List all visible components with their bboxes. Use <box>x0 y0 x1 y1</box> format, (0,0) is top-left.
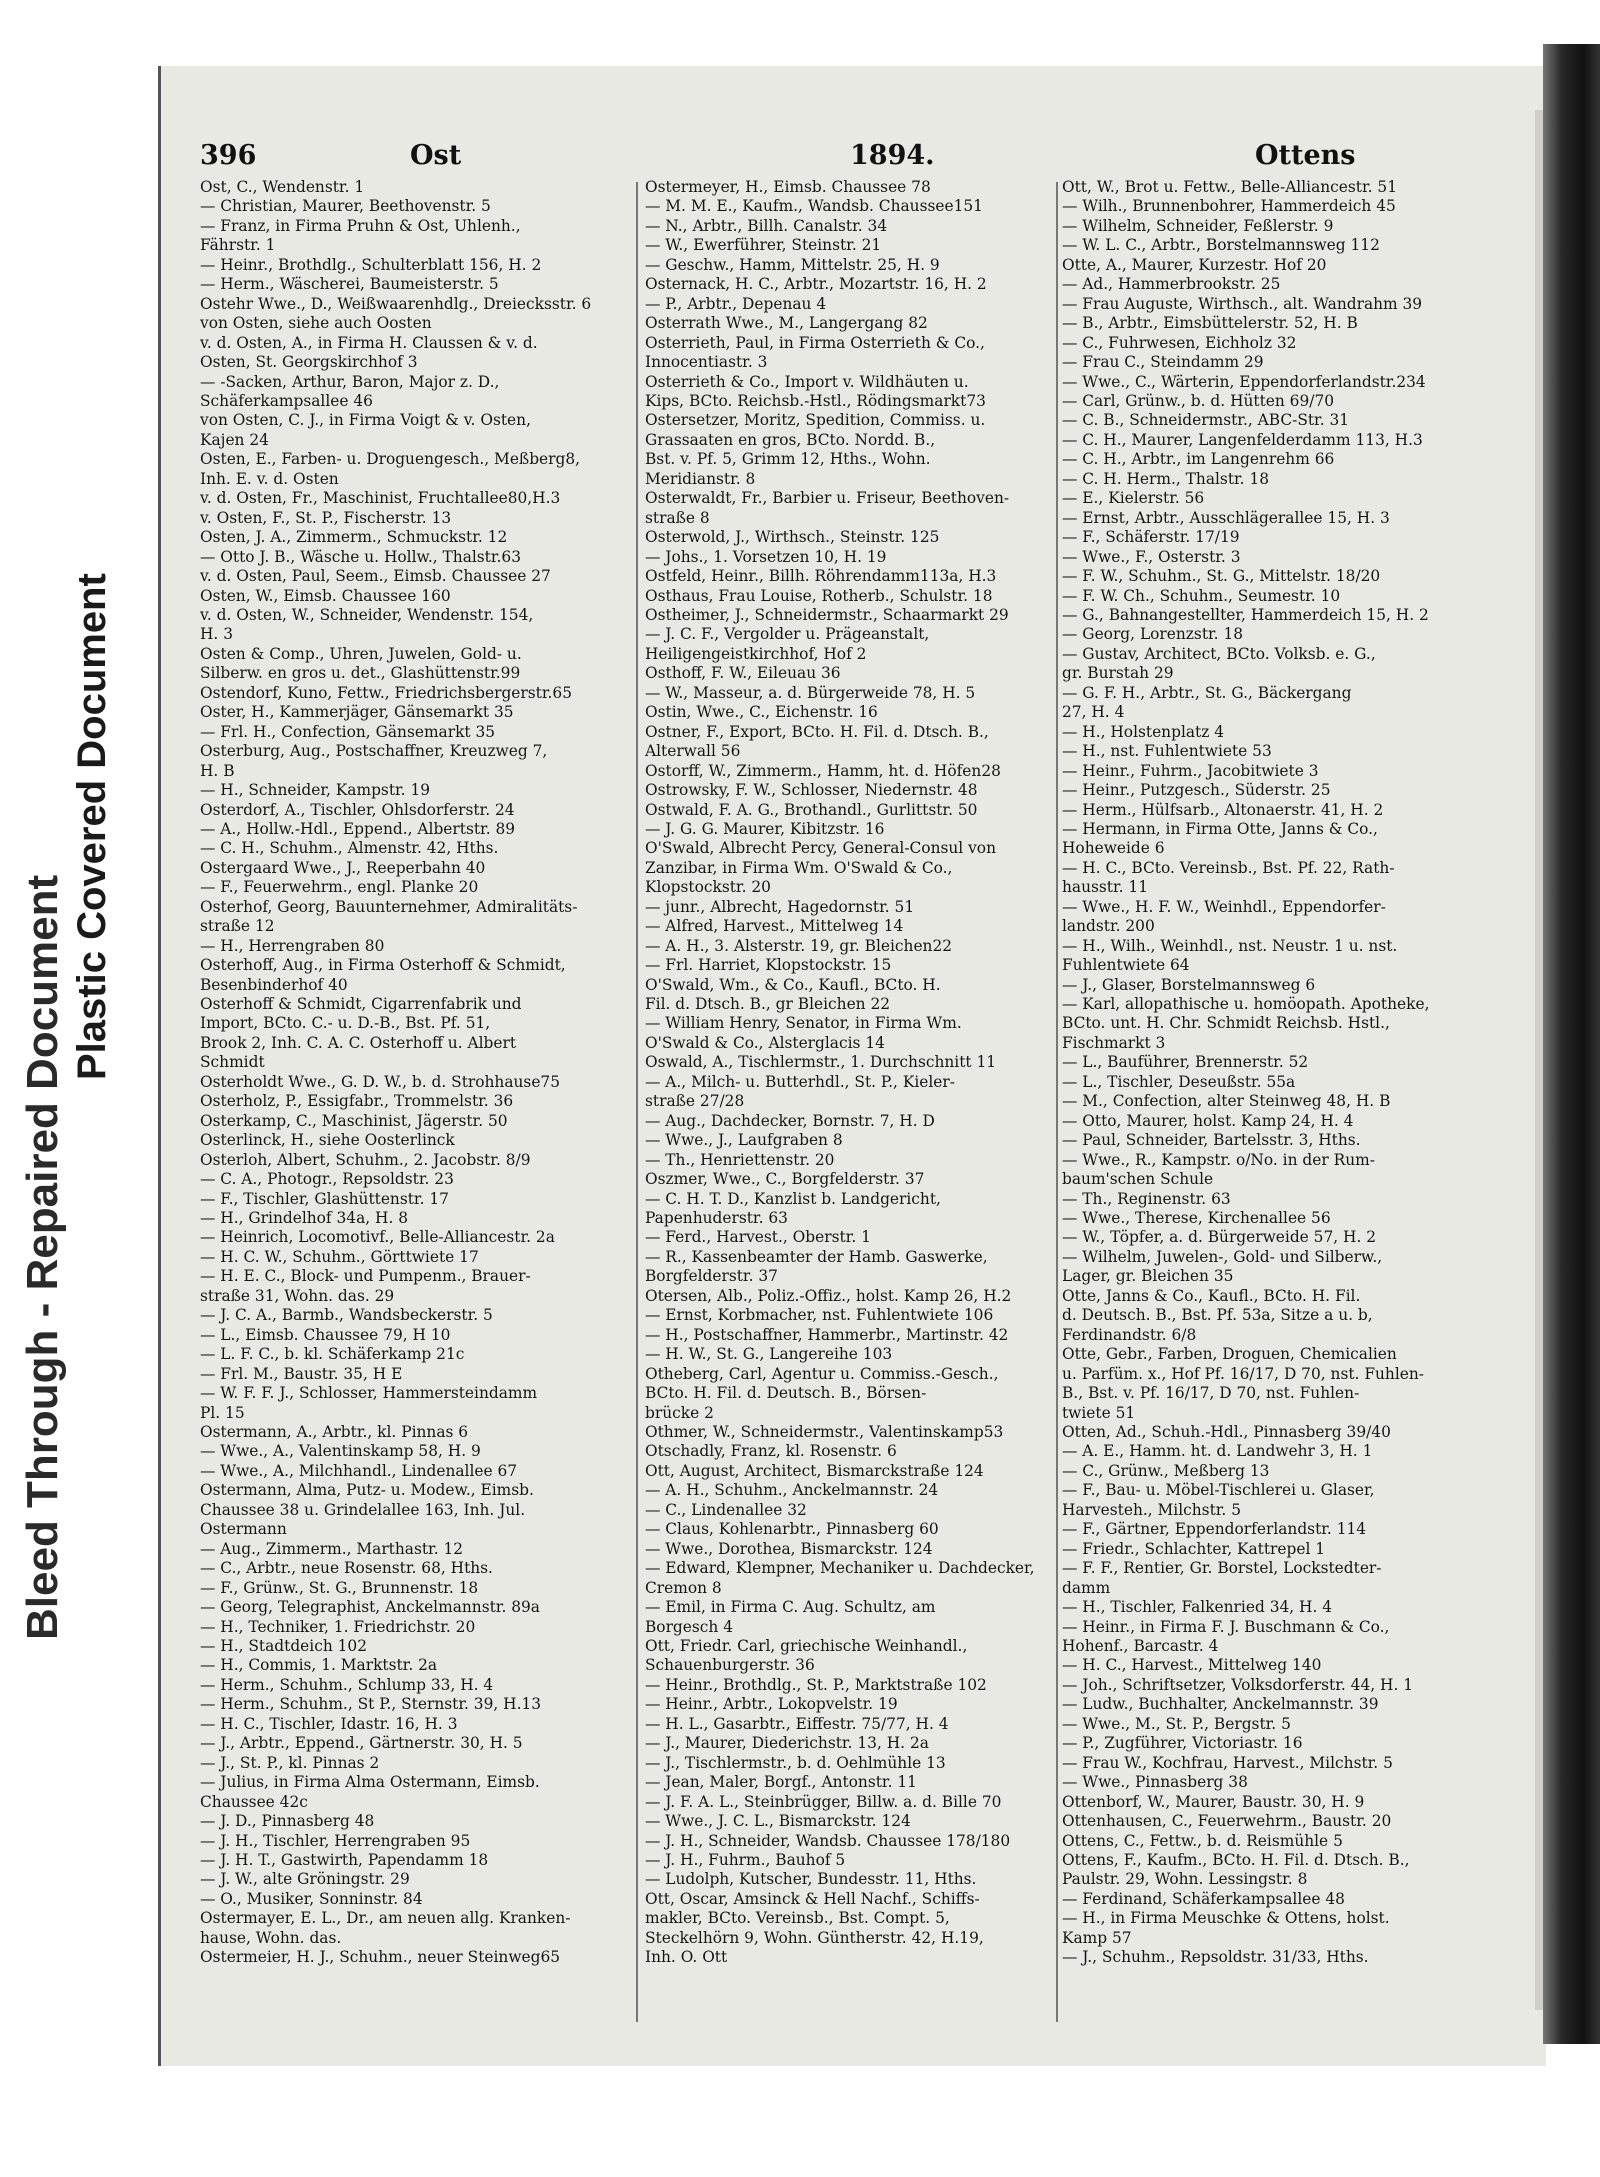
directory-entry-line: Ott, Oscar, Amsinck & Hell Nachf., Schiffs- <box>645 1889 980 1908</box>
directory-entry-line: Ferdinandstr. 6/8 <box>1062 1325 1197 1344</box>
directory-entry-line: B., Bst. v. Pf. 16/17, D 70, nst. Fuhlen- <box>1062 1384 1360 1403</box>
directory-entry-line: Pl. 15 <box>200 1403 245 1422</box>
directory-entry-line: — Herm., Schuhm., Schlump 33, H. 4 <box>200 1675 494 1694</box>
directory-entry-line: — H., Wilh., Weinhdl., nst. Neustr. 1 u. nst. <box>1062 936 1398 955</box>
directory-entry-line: Osthoff, F. W., Eileuau 36 <box>645 664 841 683</box>
directory-entry-line: — H. W., St. G., Langereihe 103 <box>645 1345 893 1364</box>
directory-entry-line: Chaussee 42c <box>200 1792 308 1811</box>
directory-entry-line: — Ernst, Korbmacher, nst. Fuhlentwiete 106 <box>645 1306 994 1325</box>
directory-entry-line: Borgfelderstr. 37 <box>645 1267 778 1286</box>
directory-entry-line: Inh. O. Ott <box>645 1948 728 1967</box>
directory-entry-line: Meridianstr. 8 <box>645 469 756 488</box>
directory-entry-line: Kajen 24 <box>200 430 269 449</box>
directory-entry-line: — Frau C., Steindamm 29 <box>1062 353 1264 372</box>
directory-entry-line: — Wwe., A., Valentinskamp 58, H. 9 <box>200 1442 481 1461</box>
facing-page-edge <box>1535 110 1543 2010</box>
directory-entry-line: Ostheimer, J., Schneidermstr., Schaarmarkt 29 <box>645 605 1009 624</box>
directory-entry-line: — Herm., Wäscherei, Baumeisterstr. 5 <box>200 275 499 294</box>
directory-entry-line: — A., Hollw.-Hdl., Eppend., Albertstr. 89 <box>200 819 516 838</box>
directory-entry-line: BCto. H. Fil. d. Deutsch. B., Börsen- <box>645 1384 927 1403</box>
directory-entry-line: Borgesch 4 <box>645 1617 734 1636</box>
directory-entry-line: — Wwe., A., Milchhandl., Lindenallee 67 <box>200 1461 518 1480</box>
book-spine-shadow <box>1543 44 1600 2044</box>
directory-entry-line: — J. H. T., Gastwirth, Papendamm 18 <box>200 1850 489 1869</box>
directory-entry-line: — H. C., Tischler, Idastr. 16, H. 3 <box>200 1714 458 1733</box>
directory-entry-line: — Heinr., Arbtr., Lokopvelstr. 19 <box>645 1695 898 1714</box>
directory-entry-line: Ostermeier, H. J., Schuhm., neuer Steinweg65 <box>200 1948 561 1967</box>
directory-entry-line: — Frl. M., Baustr. 35, H E <box>200 1364 403 1383</box>
directory-entry-line: Ostner, F., Export, BCto. H. Fil. d. Dtsch. B., <box>645 722 989 741</box>
directory-entry-line: — C. H. T. D., Kanzlist b. Landgericht, <box>645 1189 941 1208</box>
directory-entry-line: — Karl, allopathische u. homöopath. Apotheke, <box>1062 995 1430 1014</box>
directory-entry-line: Ottens, F., Kaufm., BCto. H. Fil. d. Dtsch. B., <box>1062 1850 1410 1869</box>
directory-entry-line: — H., Stadtdeich 102 <box>200 1636 368 1655</box>
directory-entry-line: — F., Gärtner, Eppendorferlandstr. 114 <box>1062 1520 1367 1539</box>
directory-entry-line: — F., Schäferstr. 17/19 <box>1062 528 1240 547</box>
directory-entry-line: — M. M. E., Kaufm., Wandsb. Chaussee151 <box>645 197 983 216</box>
directory-entry-line: Osterburg, Aug., Postschaffner, Kreuzweg 7, <box>200 742 548 761</box>
directory-entry-line: — Wwe., R., Kampstr. o/No. in der Rum- <box>1062 1150 1375 1169</box>
directory-entry-line: — C. H., Schuhm., Almenstr. 42, Hths. <box>200 839 499 858</box>
directory-entry-line: — R., Kassenbeamter der Hamb. Gaswerke, <box>645 1247 988 1266</box>
directory-entry-line: — Wilhelm, Schneider, Feßlerstr. 9 <box>1062 216 1334 235</box>
directory-entry-line: brücke 2 <box>645 1403 714 1422</box>
directory-entry-line: — H., Techniker, 1. Friedrichstr. 20 <box>200 1617 476 1636</box>
directory-entry-line: — J., Tischlermstr., b. d. Oehlmühle 13 <box>645 1753 946 1772</box>
header-year: 1894. <box>850 140 935 171</box>
directory-entry-line: Osterdorf, A., Tischler, Ohlsdorferstr. 24 <box>200 800 515 819</box>
directory-entry-line: — J. H., Schneider, Wandsb. Chaussee 178/180 <box>645 1831 1011 1850</box>
directory-entry-line: hausstr. 11 <box>1062 878 1149 897</box>
directory-entry-line: — C. H., Maurer, Langenfelderdamm 113, H.3 <box>1062 430 1423 449</box>
directory-entry-line: Grassaaten en gros, BCto. Nordd. B., <box>645 430 936 449</box>
directory-entry-line: — J. F. A. L., Steinbrügger, Billw. a. d. Bille 70 <box>645 1792 1002 1811</box>
directory-entry-line: — Wilhelm, Juwelen-, Gold- und Silberw., <box>1062 1247 1383 1266</box>
directory-entry-line: — Herm., Schuhm., St P., Sternstr. 39, H.13 <box>200 1695 542 1714</box>
directory-entry-line: Ottenhausen, C., Feuerwehrm., Baustr. 20 <box>1062 1812 1392 1831</box>
directory-entry-line: — Friedr., Schlachter, Kattrepel 1 <box>1062 1539 1326 1558</box>
directory-entry-line: — H., Schneider, Kampstr. 19 <box>200 781 431 800</box>
directory-entry-line: — F. W. Ch., Schuhm., Seumestr. 10 <box>1062 586 1341 605</box>
directory-entry-line: — Franz, in Firma Pruhn & Ost, Uhlenh., <box>200 216 521 235</box>
directory-entry-line: — J. W., alte Gröningstr. 29 <box>200 1870 410 1889</box>
directory-entry-line: — Wwe., Therese, Kirchenallee 56 <box>1062 1209 1331 1228</box>
directory-entry-line: straße 27/28 <box>645 1092 745 1111</box>
directory-entry-line: — Heinr., Brothdlg., Schulterblatt 156, H. 2 <box>200 255 542 274</box>
directory-entry-line: Fischmarkt 3 <box>1062 1033 1166 1052</box>
directory-entry-line: u. Parfüm. x., Hof Pf. 16/17, D 70, nst. Fuhlen- <box>1062 1364 1424 1383</box>
directory-entry-line: Ost, C., Wendenstr. 1 <box>200 178 365 196</box>
directory-entry-line: Klopstockstr. 20 <box>645 878 771 897</box>
directory-entry-line: — J., Glaser, Borstelmannsweg 6 <box>1062 975 1316 994</box>
directory-entry-line: Osterholdt Wwe., G. D. W., b. d. Strohhause75 <box>200 1072 561 1091</box>
directory-entry-line: Paulstr. 29, Wohn. Lessingstr. 8 <box>1062 1870 1308 1889</box>
directory-entry-line: hause, Wohn. das. <box>200 1928 342 1947</box>
header-right-catchword: Ottens <box>1255 140 1356 171</box>
directory-entry-line: landstr. 200 <box>1062 917 1155 936</box>
column-divider <box>636 182 638 2022</box>
directory-entry-line: — Frl. Harriet, Klopstockstr. 15 <box>645 956 892 975</box>
directory-entry-line: — P., Arbtr., Depenau 4 <box>645 294 827 313</box>
directory-entry-line: — Gustav, Architect, BCto. Volksb. e. G., <box>1062 644 1376 663</box>
directory-entry-line: Oswald, A., Tischlermstr., 1. Durchschnitt 11 <box>645 1053 997 1072</box>
directory-entry-line: O'Swald, Albrecht Percy, General-Consul von <box>645 839 996 858</box>
directory-entry-line: — J., Arbtr., Eppend., Gärtnerstr. 30, H. 5 <box>200 1734 523 1753</box>
directory-entry-line: Osterloh, Albert, Schuhm., 2. Jacobstr. 8/9 <box>200 1150 531 1169</box>
directory-entry-line: straße 12 <box>200 917 275 936</box>
directory-entry-line: Hohenf., Barcastr. 4 <box>1062 1636 1219 1655</box>
directory-entry-line: Osterwaldt, Fr., Barbier u. Friseur, Beethoven- <box>645 489 1010 508</box>
directory-entry-line: — O., Musiker, Sonninstr. 84 <box>200 1889 423 1908</box>
directory-entry-line: Ostwald, F. A. G., Brothandl., Gurlittstr. 50 <box>645 800 978 819</box>
directory-entry-line: — N., Arbtr., Billh. Canalstr. 34 <box>645 216 888 235</box>
directory-entry-line: — Otto J. B., Wäsche u. Hollw., Thalstr.63 <box>200 547 522 566</box>
directory-entry-line: — L., Eimsb. Chaussee 79, H 10 <box>200 1325 451 1344</box>
directory-entry-line: — C. H., Arbtr., im Langenrehm 66 <box>1062 450 1335 469</box>
directory-entry-line: Otte, Gebr., Farben, Droguen, Chemicalien <box>1062 1345 1397 1364</box>
directory-entry-line: — C. B., Schneidermstr., ABC-Str. 31 <box>1062 411 1350 430</box>
directory-entry-line: — J. C. A., Barmb., Wandsbeckerstr. 5 <box>200 1306 493 1325</box>
directory-entry-line: — J. C. F., Vergolder u. Prägeanstalt, <box>645 625 930 644</box>
directory-entry-line: Ottenborf, W., Maurer, Baustr. 30, H. 9 <box>1062 1792 1365 1811</box>
directory-entry-line: von Osten, C. J., in Firma Voigt & v. Osten, <box>200 411 531 430</box>
directory-entry-line: Ostorff, W., Zimmerm., Hamm, ht. d. Höfen28 <box>645 761 1001 780</box>
directory-entry-line: — J., St. P., kl. Pinnas 2 <box>200 1753 380 1772</box>
directory-entry-line: Heiligengeistkirchhof, Hof 2 <box>645 644 867 663</box>
directory-entry-line: Osten, J. A., Zimmerm., Schmuckstr. 12 <box>200 528 508 547</box>
directory-entry-line: — Wwe., F., Osterstr. 3 <box>1062 547 1241 566</box>
directory-entry-line: H. B <box>200 761 235 780</box>
directory-entry-line: — Jean, Maler, Borgf., Antonstr. 11 <box>645 1773 917 1792</box>
directory-entry-line: Osthaus, Frau Louise, Rotherb., Schulstr. 18 <box>645 586 993 605</box>
directory-entry-line: — Georg, Lorenzstr. 18 <box>1062 625 1244 644</box>
directory-entry-line: straße 8 <box>645 508 710 527</box>
directory-entry-line: — Otto, Maurer, holst. Kamp 24, H. 4 <box>1062 1111 1354 1130</box>
directory-entry-line: baum'schen Schule <box>1062 1170 1214 1189</box>
directory-entry-line: Otersen, Alb., Poliz.-Offiz., holst. Kamp 26, H.2 <box>645 1286 1012 1305</box>
directory-entry-line: Osterrath Wwe., M., Langergang 82 <box>645 314 928 333</box>
directory-entry-line: Cremon 8 <box>645 1578 722 1597</box>
directory-entry-line: Inh. E. v. d. Osten <box>200 469 339 488</box>
directory-entry-line: Schäferkampsallee 46 <box>200 391 373 410</box>
directory-entry-line: Osterlinck, H., siehe Oosterlinck <box>200 1131 455 1150</box>
directory-entry-line: — J. H., Fuhrm., Bauhof 5 <box>645 1850 846 1869</box>
directory-entry-line: — Th., Reginenstr. 63 <box>1062 1189 1231 1208</box>
directory-entry-line: damm <box>1062 1578 1111 1597</box>
page-header <box>190 140 1520 180</box>
directory-entry-line: Ostehr Wwe., D., Weißwaarenhdlg., Dreiecksstr. 6 <box>200 294 592 313</box>
directory-entry-line: Chaussee 38 u. Grindelallee 163, Inh. Jul. <box>200 1500 526 1519</box>
directory-entry-line: Ott, Friedr. Carl, griechische Weinhandl., <box>645 1636 968 1655</box>
directory-entry-line: — A. H., 3. Alsterstr. 19, gr. Bleichen22 <box>645 936 953 955</box>
directory-entry-line: — F., Feuerwehrm., engl. Planke 20 <box>200 878 479 897</box>
directory-entry-line: — H., Postschaffner, Hammerbr., Martinstr. 42 <box>645 1325 1009 1344</box>
directory-entry-line: — Heinr., Brothdlg., St. P., Marktstraße 102 <box>645 1675 987 1694</box>
directory-entry-line: Schauenburgerstr. 36 <box>645 1656 815 1675</box>
directory-entry-line: — Paul, Schneider, Bartelsstr. 3, Hths. <box>1062 1131 1361 1150</box>
bleed-through-label: Bleed Through - Repaired Document <box>18 874 67 1640</box>
directory-entry-line: — Heinr., in Firma F. J. Buschmann & Co., <box>1062 1617 1390 1636</box>
directory-entry-line: — Wwe., J., Laufgraben 8 <box>645 1131 843 1150</box>
page-number: 396 <box>200 140 257 171</box>
directory-entry-line: — F. W., Schuhm., St. G., Mittelstr. 18/20 <box>1062 567 1381 586</box>
directory-entry-line: — Wwe., Pinnasberg 38 <box>1062 1773 1248 1792</box>
directory-entry-line: — junr., Albrecht, Hagedornstr. 51 <box>645 897 915 916</box>
directory-entry-line: v. d. Osten, Fr., Maschinist, Fruchtallee80,H.3 <box>200 489 561 508</box>
directory-entry-line: — -Sacken, Arthur, Baron, Major z. D., <box>200 372 500 391</box>
directory-entry-line: v. Osten, F., St. P., Fischerstr. 13 <box>200 508 452 527</box>
directory-entry-line: — H. C., BCto. Vereinsb., Bst. Pf. 22, Rath- <box>1062 858 1395 877</box>
directory-entry-line: — L., Bauführer, Brennerstr. 52 <box>1062 1053 1309 1072</box>
directory-entry-line: — J. G. G. Maurer, Kibitzstr. 16 <box>645 819 885 838</box>
margin-stamp-area <box>0 0 150 2177</box>
directory-entry-line: Osterrieth, Paul, in Firma Osterrieth & Co., <box>645 333 985 352</box>
directory-entry-line: — Carl, Grünw., b. d. Hütten 69/70 <box>1062 391 1335 410</box>
directory-entry-line: — Aug., Dachdecker, Bornstr. 7, H. D <box>645 1111 935 1130</box>
directory-entry-line: — Wwe., C., Wärterin, Eppendorferlandstr.234 <box>1062 372 1426 391</box>
directory-entry-line: — Wwe., H. F. W., Weinhdl., Eppendorfer- <box>1062 897 1386 916</box>
directory-entry-line: Ostermeyer, H., Eimsb. Chaussee 78 <box>645 178 931 196</box>
directory-entry-line: BCto. unt. H. Chr. Schmidt Reichsb. Hstl., <box>1062 1014 1390 1033</box>
directory-entry-line: Otte, A., Maurer, Kurzestr. Hof 20 <box>1062 255 1327 274</box>
directory-entry-line: — Aug., Zimmerm., Marthastr. 12 <box>200 1539 464 1558</box>
directory-entry-line: — G. F. H., Arbtr., St. G., Bäckergang <box>1062 683 1352 702</box>
directory-entry-line: — F., Bau- u. Möbel-Tischlerei u. Glaser, <box>1062 1481 1375 1500</box>
directory-entry-line: Ostrowsky, F. W., Schlosser, Niedernstr. 48 <box>645 781 978 800</box>
directory-entry-line: Osten, St. Georgskirchhof 3 <box>200 353 418 372</box>
directory-entry-line: — Frau Auguste, Wirthsch., alt. Wandrahm 39 <box>1062 294 1423 313</box>
directory-entry-line: v. d. Osten, Paul, Seem., Eimsb. Chaussee 27 <box>200 567 551 586</box>
directory-entry-line: — H., nst. Fuhlentwiete 53 <box>1062 742 1272 761</box>
directory-column-3 <box>1062 178 1514 1968</box>
directory-entry-line: — J. H., Tischler, Herrengraben 95 <box>200 1831 471 1850</box>
directory-entry-line: — G., Bahnangestellter, Hammerdeich 15, H. 2 <box>1062 605 1429 624</box>
directory-entry-line: — Hermann, in Firma Otte, Janns & Co., <box>1062 819 1378 838</box>
directory-entry-line: — H. L., Gasarbtr., Eiffestr. 75/77, H. 4 <box>645 1714 949 1733</box>
directory-entry-line: — Geschw., Hamm, Mittelstr. 25, H. 9 <box>645 255 940 274</box>
plastic-covered-label: Plastic Covered Document <box>70 573 114 1080</box>
directory-entry-line: — H. C., Harvest., Mittelweg 140 <box>1062 1656 1322 1675</box>
directory-entry-line: — H., Commis, 1. Marktstr. 2a <box>200 1656 438 1675</box>
directory-entry-line: Osterkamp, C., Maschinist, Jägerstr. 50 <box>200 1111 508 1130</box>
directory-entry-line: Osten, W., Eimsb. Chaussee 160 <box>200 586 451 605</box>
directory-entry-line: — Christian, Maurer, Beethovenstr. 5 <box>200 197 491 216</box>
directory-entry-line: Othmer, W., Schneidermstr., Valentinskamp53 <box>645 1423 1004 1441</box>
directory-entry-line: Otheberg, Carl, Agentur u. Commiss.-Gesch., <box>645 1364 999 1383</box>
directory-entry-line: — H. C. W., Schuhm., Görttwiete 17 <box>200 1247 479 1266</box>
directory-entry-line: — Georg, Telegraphist, Anckelmannstr. 89a <box>200 1598 540 1617</box>
directory-entry-line: — E., Kielerstr. 56 <box>1062 489 1205 508</box>
directory-entry-line: Ostendorf, Kuno, Fettw., Friedrichsbergerstr.65 <box>200 683 572 702</box>
directory-entry-line: — Heinrich, Locomotivf., Belle-Alliancestr. 2a <box>200 1228 555 1247</box>
directory-entry-line: — C. A., Photogr., Repsoldstr. 23 <box>200 1170 454 1189</box>
directory-entry-line: — L. F. C., b. kl. Schäferkamp 21c <box>200 1345 465 1364</box>
directory-entry-line: — H., Tischler, Falkenried 34, H. 4 <box>1062 1598 1333 1617</box>
directory-entry-line: d. Deutsch. B., Bst. Pf. 53a, Sitze a u. b, <box>1062 1306 1373 1325</box>
directory-column-1 <box>200 178 618 1968</box>
directory-column-2 <box>645 178 1065 1968</box>
directory-entry-line: — W. F. F. J., Schlosser, Hammersteindamm <box>200 1384 538 1403</box>
directory-entry-line: — Wwe., M., St. P., Bergstr. 5 <box>1062 1714 1291 1733</box>
directory-entry-line: — Edward, Klempner, Mechaniker u. Dachdecker, <box>645 1559 1035 1578</box>
directory-entry-line: — W., Masseur, a. d. Bürgerweide 78, H. 5 <box>645 683 976 702</box>
directory-entry-line: Kamp 57 <box>1062 1928 1132 1947</box>
directory-entry-line: Ostermann, Alma, Putz- u. Modew., Eimsb. <box>200 1481 534 1500</box>
directory-entry-line: Fuhlentwiete 64 <box>1062 956 1190 975</box>
directory-entry-line: Ott, W., Brot u. Fettw., Belle-Alliancestr. 51 <box>1062 178 1398 196</box>
directory-entry-line: Ostermann <box>200 1520 287 1539</box>
directory-entry-line: — H. E. C., Block- und Pumpenm., Brauer- <box>200 1267 531 1286</box>
directory-entry-line: Zanzibar, in Firma Wm. O'Swald & Co., <box>645 858 953 877</box>
directory-entry-line: — W. L. C., Arbtr., Borstelmannsweg 112 <box>1062 236 1380 255</box>
directory-entry-line: Fil. d. Dtsch. B., gr Bleichen 22 <box>645 995 891 1014</box>
directory-entry-line: Brook 2, Inh. C. A. C. Osterhoff u. Albert <box>200 1033 517 1052</box>
directory-entry-line: Ottens, C., Fettw., b. d. Reismühle 5 <box>1062 1831 1343 1850</box>
directory-entry-line: v. d. Osten, W., Schneider, Wendenstr. 154, <box>200 605 534 624</box>
directory-entry-line: — Ludolph, Kutscher, Bundesstr. 11, Hths. <box>645 1870 977 1889</box>
directory-entry-line: Lager, gr. Bleichen 35 <box>1062 1267 1234 1286</box>
directory-entry-line: Osterhoff, Aug., in Firma Osterhoff & Schmidt, <box>200 956 566 975</box>
directory-entry-line: — F. F., Rentier, Gr. Borstel, Lockstedter- <box>1062 1559 1382 1578</box>
directory-entry-line: Harvesteh., Milchstr. 5 <box>1062 1500 1241 1519</box>
directory-entry-line: Ostergaard Wwe., J., Reeperbahn 40 <box>200 858 486 877</box>
directory-entry-line: — J. D., Pinnasberg 48 <box>200 1812 375 1831</box>
directory-entry-line: — Frau W., Kochfrau, Harvest., Milchstr. 5 <box>1062 1753 1393 1772</box>
directory-entry-line: — William Henry, Senator, in Firma Wm. <box>645 1014 962 1033</box>
directory-entry-line: Osterhoff & Schmidt, Cigarrenfabrik und <box>200 995 522 1014</box>
directory-entry-line: — Wilh., Brunnenbohrer, Hammerdeich 45 <box>1062 197 1396 216</box>
directory-entry-line: Steckelhörn 9, Wohn. Güntherstr. 42, H.19, <box>645 1928 984 1947</box>
directory-entry-line: — Claus, Kohlenarbtr., Pinnasberg 60 <box>645 1520 939 1539</box>
directory-entry-line: — Ernst, Arbtr., Ausschlägerallee 15, H. 3 <box>1062 508 1390 527</box>
directory-entry-line: — Ferd., Harvest., Oberstr. 1 <box>645 1228 871 1247</box>
directory-entry-line: 27, H. 4 <box>1062 703 1125 722</box>
directory-entry-line: — Julius, in Firma Alma Ostermann, Eimsb. <box>200 1773 540 1792</box>
directory-entry-line: — H., Herrengraben 80 <box>200 936 385 955</box>
directory-entry-line: Osterrieth & Co., Import v. Wildhäuten u. <box>645 372 969 391</box>
directory-entry-line: Fährstr. 1 <box>200 236 276 255</box>
directory-entry-line: — Ad., Hammerbrookstr. 25 <box>1062 275 1281 294</box>
directory-entry-line: Ostin, Wwe., C., Eichenstr. 16 <box>645 703 878 722</box>
directory-entry-line: — H., in Firma Meuschke & Ottens, holst. <box>1062 1909 1390 1928</box>
directory-entry-line: — Th., Henriettenstr. 20 <box>645 1150 835 1169</box>
directory-entry-line: — C., Arbtr., neue Rosenstr. 68, Hths. <box>200 1559 493 1578</box>
directory-entry-line: Otte, Janns & Co., Kaufl., BCto. H. Fil. <box>1062 1286 1361 1305</box>
directory-entry-line: Otschadly, Franz, kl. Rosenstr. 6 <box>645 1442 897 1461</box>
directory-entry-line: — B., Arbtr., Eimsbüttelerstr. 52, H. B <box>1062 314 1358 333</box>
directory-entry-line: Silberw. en gros u. det., Glashüttenstr.99 <box>200 664 521 683</box>
directory-entry-line: — H., Holstenplatz 4 <box>1062 722 1225 741</box>
directory-entry-line: Ostermann, A., Arbtr., kl. Pinnas 6 <box>200 1423 469 1441</box>
directory-entry-line: O'Swald & Co., Alsterglacis 14 <box>645 1033 885 1052</box>
directory-entry-line: — F., Grünw., St. G., Brunnenstr. 18 <box>200 1578 479 1597</box>
directory-entry-line: Alterwall 56 <box>645 742 741 761</box>
directory-entry-line: Osten, E., Farben- u. Droguengesch., Meßberg8, <box>200 450 581 469</box>
directory-entry-line: — Wwe., J. C. L., Bismarckstr. 124 <box>645 1812 911 1831</box>
directory-entry-line: — C., Lindenallee 32 <box>645 1500 807 1519</box>
directory-entry-line: — P., Zugführer, Victoriastr. 16 <box>1062 1734 1303 1753</box>
directory-entry-line: — W., Töpfer, a. d. Bürgerweide 57, H. 2 <box>1062 1228 1377 1247</box>
directory-entry-line: Osten & Comp., Uhren, Juwelen, Gold- u. <box>200 644 522 663</box>
directory-entry-line: Besenbinderhof 40 <box>200 975 348 994</box>
directory-entry-line: twiete 51 <box>1062 1403 1136 1422</box>
directory-entry-line: Innocentiastr. 3 <box>645 353 768 372</box>
directory-entry-line: — C., Fuhrwesen, Eichholz 32 <box>1062 333 1297 352</box>
directory-entry-line: — A. H., Schuhm., Anckelmannstr. 24 <box>645 1481 939 1500</box>
directory-entry-line: Oster, H., Kammerjäger, Gänsemarkt 35 <box>200 703 514 722</box>
directory-entry-line: Ostfeld, Heinr., Billh. Röhrendamm113a, H.3 <box>645 567 997 586</box>
directory-entry-line: straße 31, Wohn. das. 29 <box>200 1286 395 1305</box>
directory-entry-line: — F., Tischler, Glashüttenstr. 17 <box>200 1189 449 1208</box>
directory-entry-line: — Wwe., Dorothea, Bismarckstr. 124 <box>645 1539 933 1558</box>
directory-entry-line: — Heinr., Fuhrm., Jacobitwiete 3 <box>1062 761 1319 780</box>
directory-entry-line: Ostersetzer, Moritz, Spedition, Commiss. u. <box>645 411 986 430</box>
directory-entry-line: — H., Grindelhof 34a, H. 8 <box>200 1209 409 1228</box>
directory-entry-line: makler, BCto. Vereinsb., Bst. Compt. 5, <box>645 1909 950 1928</box>
directory-entry-line: — L., Tischler, Deseußstr. 55a <box>1062 1072 1296 1091</box>
directory-entry-line: Ostermayer, E. L., Dr., am neuen allg. Kranken- <box>200 1909 571 1928</box>
directory-entry-line: Oszmer, Wwe., C., Borgfelderstr. 37 <box>645 1170 925 1189</box>
directory-entry-line: — J., Maurer, Diederichstr. 13, H. 2a <box>645 1734 929 1753</box>
directory-entry-line: — Ludw., Buchhalter, Anckelmannstr. 39 <box>1062 1695 1379 1714</box>
directory-entry-line: Schmidt <box>200 1053 265 1072</box>
directory-entry-line: Osterhof, Georg, Bauunternehmer, Admiralitäts- <box>200 897 578 916</box>
directory-entry-line: — A., Milch- u. Butterhdl., St. P., Kieler- <box>645 1072 955 1091</box>
directory-entry-line: Osterwold, J., Wirthsch., Steinstr. 125 <box>645 528 940 547</box>
header-left-catchword: Ost <box>410 140 462 171</box>
directory-entry-line: — Ferdinand, Schäferkampsallee 48 <box>1062 1889 1345 1908</box>
directory-entry-line: von Osten, siehe auch Oosten <box>200 314 432 333</box>
directory-entry-line: — Alfred, Harvest., Mittelweg 14 <box>645 917 904 936</box>
directory-entry-line: — Frl. H., Confection, Gänsemarkt 35 <box>200 722 496 741</box>
directory-entry-line: H. 3 <box>200 625 233 644</box>
directory-entry-line: — W., Ewerführer, Steinstr. 21 <box>645 236 882 255</box>
directory-entry-line: Bst. v. Pf. 5, Grimm 12, Hths., Wohn. <box>645 450 931 469</box>
directory-entry-line: — C. H. Herm., Thalstr. 18 <box>1062 469 1270 488</box>
directory-entry-line: — Joh., Schriftsetzer, Volksdorferstr. 44, H. 1 <box>1062 1675 1414 1694</box>
directory-entry-line: O'Swald, Wm., & Co., Kaufl., BCto. H. <box>645 975 941 994</box>
directory-entry-line: — Heinr., Putzgesch., Süderstr. 25 <box>1062 781 1331 800</box>
directory-entry-line: — J., Schuhm., Repsoldstr. 31/33, Hths. <box>1062 1948 1369 1967</box>
directory-entry-line: — Emil, in Firma C. Aug. Schultz, am <box>645 1598 936 1617</box>
directory-entry-line: Papenhuderstr. 63 <box>645 1209 788 1228</box>
directory-entry-line: Otten, Ad., Schuh.-Hdl., Pinnasberg 39/40 <box>1062 1423 1391 1441</box>
directory-entry-line: — Herm., Hülfsarb., Altonaerstr. 41, H. 2 <box>1062 800 1384 819</box>
directory-entry-line: — C., Grünw., Meßberg 13 <box>1062 1461 1270 1480</box>
directory-entry-line: Osterholz, P., Essigfabr., Trommelstr. 36 <box>200 1092 514 1111</box>
directory-entry-line: — Johs., 1. Vorsetzen 10, H. 19 <box>645 547 887 566</box>
directory-entry-line: Kips, BCto. Reichsb.-Hstl., Rödingsmarkt73 <box>645 391 986 410</box>
directory-entry-line: Ott, August, Architect, Bismarckstraße 124 <box>645 1461 984 1480</box>
directory-entry-line: v. d. Osten, A., in Firma H. Claussen & v. d. <box>200 333 538 352</box>
directory-entry-line: gr. Burstah 29 <box>1062 664 1174 683</box>
directory-entry-line: — A. E., Hamm. ht. d. Landwehr 3, H. 1 <box>1062 1442 1373 1461</box>
directory-entry-line: Hoheweide 6 <box>1062 839 1165 858</box>
directory-entry-line: Osternack, H. C., Arbtr., Mozartstr. 16, H. 2 <box>645 275 987 294</box>
directory-entry-line: — M., Confection, alter Steinweg 48, H. B <box>1062 1092 1391 1111</box>
directory-entry-line: Import, BCto. C.- u. D.-B., Bst. Pf. 51, <box>200 1014 491 1033</box>
